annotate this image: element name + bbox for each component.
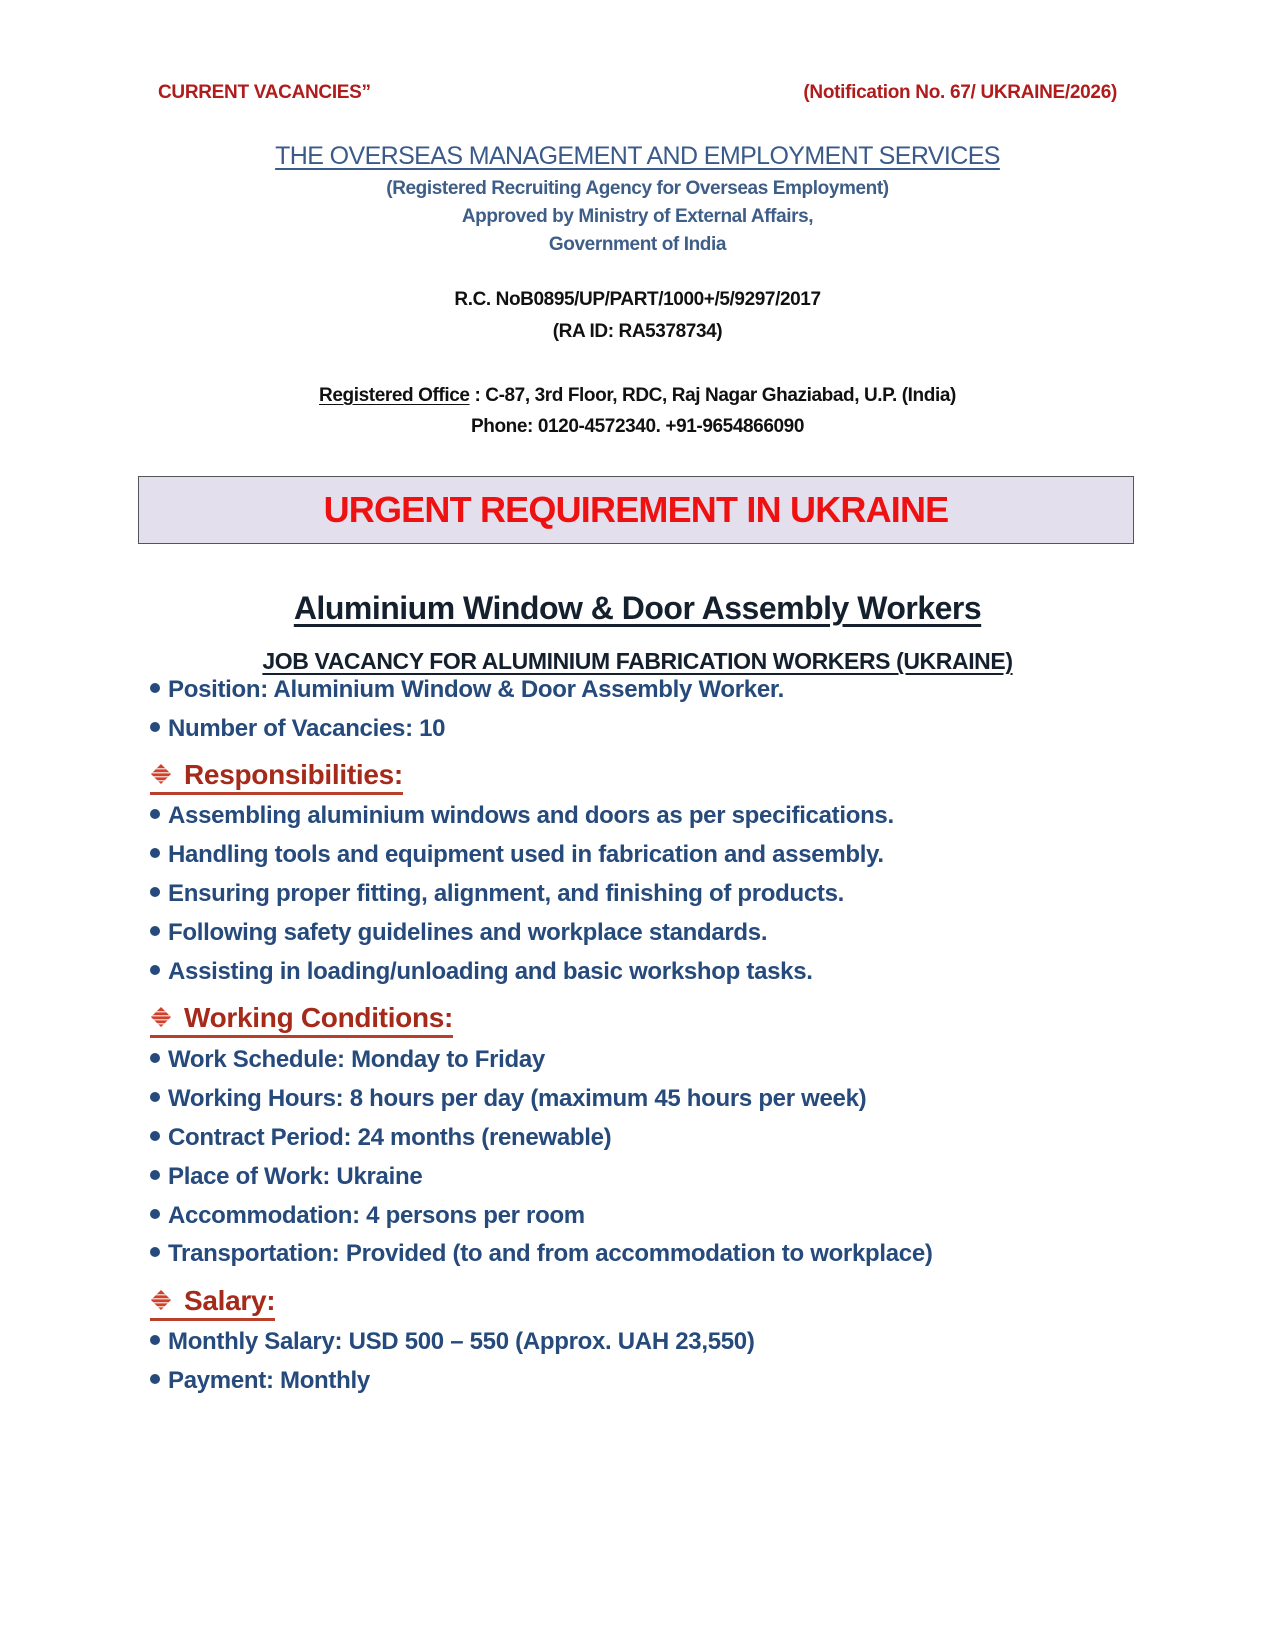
bullet-icon <box>150 1335 160 1345</box>
urgent-requirement-banner <box>138 476 1134 544</box>
registered-office-label: Registered Office <box>319 385 470 406</box>
bullet-icon <box>150 1209 160 1219</box>
section-heading-responsibilities: Responsibilities: <box>150 758 403 795</box>
bullet-icon <box>150 965 160 975</box>
section-heading-working-conditions: Working Conditions: <box>150 1001 453 1038</box>
bullet-icon <box>150 887 160 897</box>
notice-header-row <box>0 82 1275 108</box>
section-heading-salary: Salary: <box>150 1284 275 1321</box>
ra-id: (RA ID: RA5378734) <box>552 321 723 342</box>
list-item: Payment: Monthly <box>150 1367 370 1395</box>
organization-subtitle: (Registered Recruiting Agency for Overseas Employment) <box>386 178 889 199</box>
bullet-icon <box>150 1170 160 1180</box>
job-subtitle: JOB VACANCY FOR ALUMINIUM FABRICATION WORKERS (UKRAINE) <box>262 648 1013 674</box>
bullet-icon <box>150 1374 160 1384</box>
list-item: Working Hours: 8 hours per day (maximum 45 hours per week) <box>150 1085 866 1113</box>
diamond-bullet-icon <box>150 1289 172 1311</box>
banner-text: URGENT REQUIREMENT IN UKRAINE <box>323 489 949 530</box>
organization-name: THE OVERSEAS MANAGEMENT AND EMPLOYMENT SERVICES <box>275 142 1000 170</box>
registered-office-address: : C-87, 3rd Floor, RDC, Raj Nagar Ghaziabad, U.P. (India) <box>469 385 956 406</box>
bullet-icon <box>150 1131 160 1141</box>
list-item: Place of Work: Ukraine <box>150 1163 422 1191</box>
summary-item-vacancies: Number of Vacancies: 10 <box>150 715 445 743</box>
government-label: Government of India <box>548 234 727 255</box>
bullet-icon <box>150 1053 160 1063</box>
bullet-icon <box>150 848 160 858</box>
list-item: Accommodation: 4 persons per room <box>150 1202 585 1230</box>
bullet-icon <box>150 1092 160 1102</box>
rc-number: R.C. NoB0895/UP/PART/1000+/5/9297/2017 <box>454 289 821 310</box>
registered-office <box>0 385 1275 407</box>
list-item: Work Schedule: Monday to Friday <box>150 1046 545 1074</box>
list-item: Monthly Salary: USD 500 – 550 (Approx. UAH 23,550) <box>150 1328 755 1356</box>
diamond-bullet-icon <box>150 763 172 785</box>
list-item: Assisting in loading/unloading and basic workshop tasks. <box>150 958 813 986</box>
list-item: Transportation: Provided (to and from accommodation to workplace) <box>150 1240 933 1268</box>
phone-numbers: Phone: 0120-4572340. +91-9654866090 <box>470 416 804 437</box>
current-vacancies-label: CURRENT VACANCIES” <box>158 82 371 103</box>
summary-item-position: Position: Aluminium Window & Door Assembly Worker. <box>150 676 784 704</box>
job-title: Aluminium Window & Door Assembly Workers <box>293 590 982 626</box>
list-item: Assembling aluminium windows and doors as per specifications. <box>150 802 894 830</box>
bullet-icon <box>150 1247 160 1257</box>
list-item: Contract Period: 24 months (renewable) <box>150 1124 611 1152</box>
list-item: Ensuring proper fitting, alignment, and finishing of products. <box>150 880 844 908</box>
ministry-approval: Approved by Ministry of External Affairs, <box>461 206 814 227</box>
bullet-icon <box>150 809 160 819</box>
bullet-icon <box>150 683 160 693</box>
bullet-icon <box>150 722 160 732</box>
diamond-bullet-icon <box>150 1006 172 1028</box>
list-item: Handling tools and equipment used in fabrication and assembly. <box>150 841 884 869</box>
notification-number: (Notification No. 67/ UKRAINE/2026) <box>803 82 1117 103</box>
bullet-icon <box>150 926 160 936</box>
list-item: Following safety guidelines and workplace standards. <box>150 919 767 947</box>
